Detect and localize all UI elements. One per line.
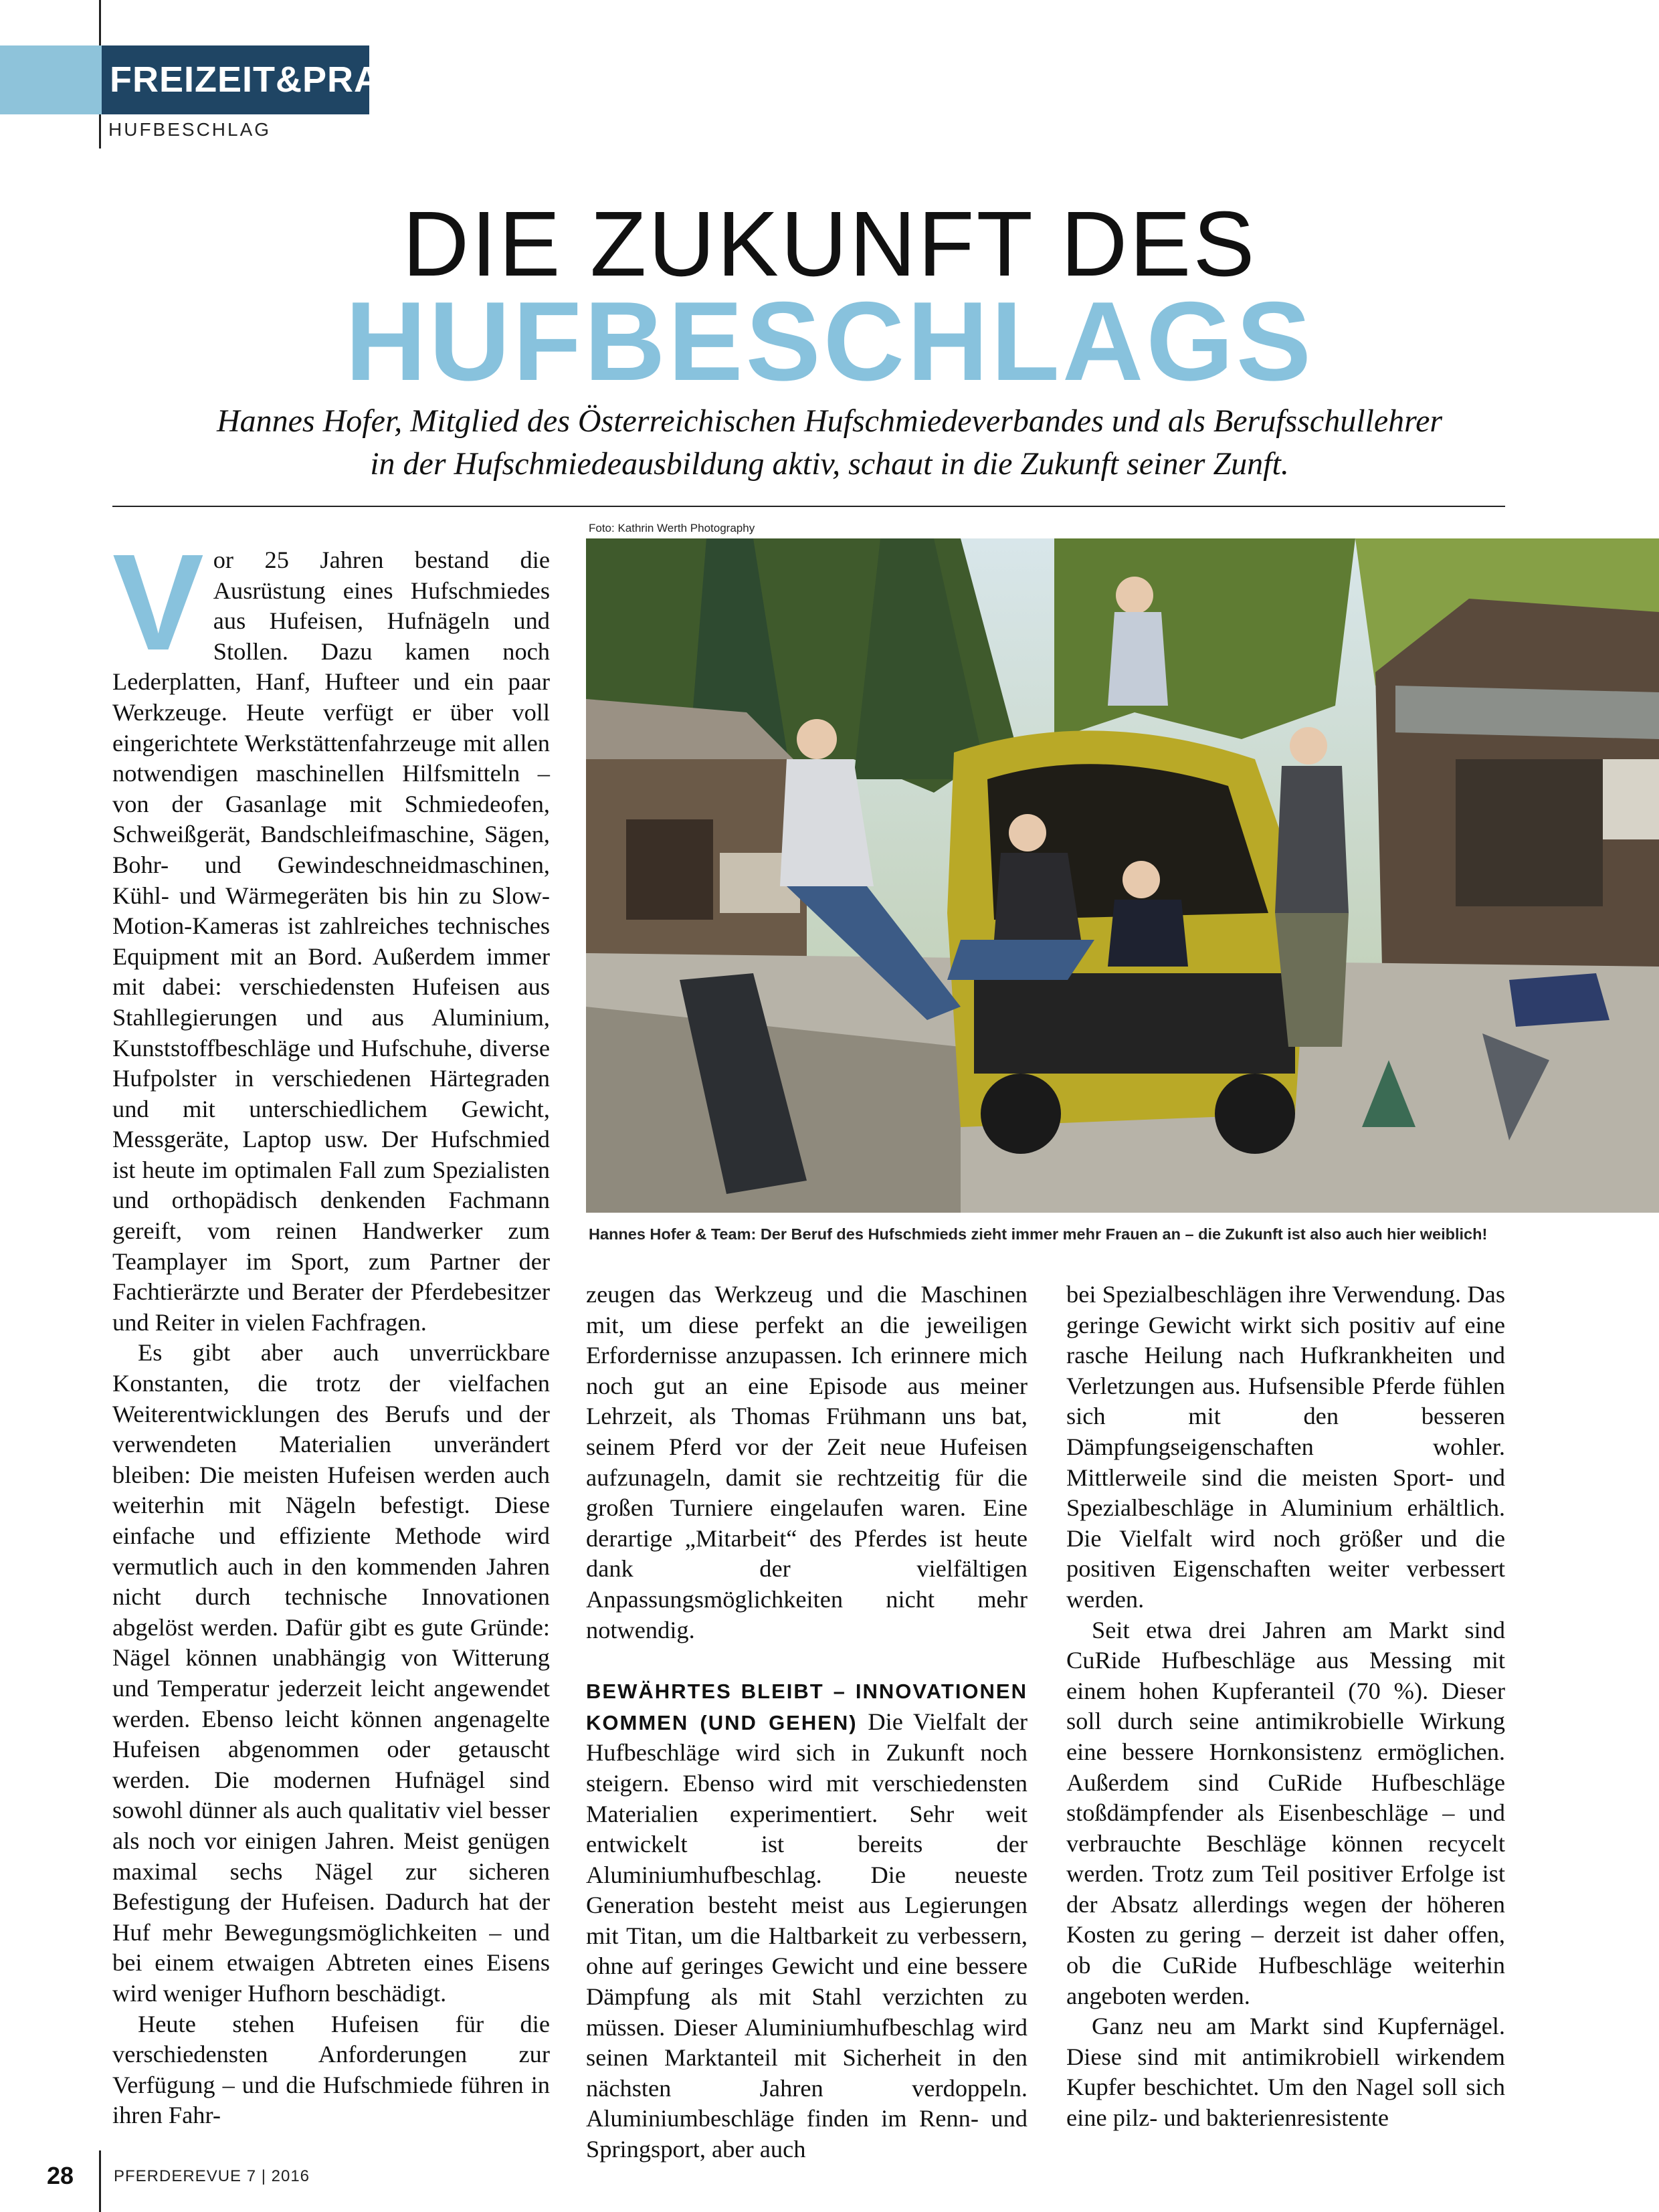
drop-cap: V [112, 526, 204, 679]
paragraph: Es gibt aber auch unverrückbare Konstanten, die trotz der vielfachen Weiterentwicklungen des Berufs und der verwendeten Materialien unverändert bleiben: Die meisten Hufeisen werden auch weiterhin mit Nägeln befestigt. Diese einfache und effiziente Methode wird vermutlich auch in den kommenden Jahren nicht durch technische Innovationen abgelöst werden. Dafür gibt es gute Gründe: Nägel können unabhängig von Witterung und Temperatur jederzeit leicht angewendet werden. Ebenso leicht können angenagelte Hufeisen abgenommen oder getauscht werden. Die modernen Hufnägel sind sowohl dünner als auch qualitativ viel besser als noch vor einigen Jahren. Meist genügen maximal sechs Nägel zur sicheren Befestigung der Hufeisen. Dadurch hat der Huf mehr Bewegungsmöglichkeiten – und bei einem etwaigen Abtreten eines Eisens wird weniger Hufhorn beschädigt. [112, 1339, 550, 2007]
lead-line2: in der Hufschmiedeausbildung aktiv, schaut in die Zukunft seiner Zunft. [370, 446, 1289, 482]
paragraph: zeugen das Werkzeug und die Maschinen mit, um diese perfekt an die jeweiligen Erfordernisse anzupassen. Ich erinnere mich noch gut an eine Episode aus meiner Lehrzeit, als Thomas Frühmann uns bat, seinem Pferd vor der Zeit neue Hufeisen aufzunageln, damit sie rechtzeitig für die großen Turniere eingelaufen waren. Eine derartige „Mitarbeit“ des Pferdes ist heute dank der vielfältigen Anpassungsmöglichkeiten nicht mehr notwendig. [586, 1281, 1028, 1643]
photo-caption: Hannes Hofer & Team: Der Beruf des Hufschmieds zieht immer mehr Frauen an – die Zukunft ist also auch hier weiblich! [589, 1225, 1488, 1243]
paragraph [112, 526, 550, 1338]
paragraph: Ganz neu am Markt sind Kupfernägel. Diese sind mit antimikrobiell wirkendem Kupfer beschichtet. Um den Nagel soll sich eine pilz- und bakterienresistente [1066, 2013, 1505, 2132]
article-column-2 [586, 1280, 1028, 2165]
paragraph: bei Spezialbeschlägen ihre Verwendung. Das geringe Gewicht wirkt sich positiv auf eine rasche Heilung nach Hufkrankheiten und Verletzungen aus. Hufsensible Pferde fühlen sich mit den besseren Dämpfungseigenschaften wohler. Mittlerweile sind die meisten Sport- und Spezialbeschläge in Aluminium erhältlich. Die Vielfalt wird noch größer und die positiven Eigenschaften weiter verbessert werden. [1066, 1281, 1505, 1613]
photo-credit: Foto: Kathrin Werth Photography [589, 522, 755, 534]
paragraph-text: or 25 Jahren bestand die Ausrüstung eines Hufschmiedes aus Hufeisen, Hufnägeln und Stollen. Dazu kamen noch Lederplatten, Hanf, Hufteer und ein paar Werkzeuge. Heute verfügt er über voll eingerichtete Werkstättenfahrzeuge mit allen notwendigen maschinellen Hilfsmitteln – von der Gasanlage mit Schmiedeofen, Schweißgerät, Bandschleifmaschine, Sägen, Bohr- und Gewindeschneidmaschinen, Kühl- und Wärmegeräten bis hin zu Slow-Motion-Kameras ist zahlreiches technisches Equipment mit an Bord. Außerdem immer mit dabei: verschiedensten Hufeisen aus Stahllegierungen und aus Aluminium, Kunststoffbeschläge und Hufschuhe, diverse Hufpolster in verschiedenen Härtegraden und mit unterschiedlichem Gewicht, Messgeräte, Laptop usw. Der Hufschmied ist heute im optimalen Fall zum Spezialisten und orthopädisch denkenden Fachmann gereift, vom reinen Handwerker zum Teamplayer im Sport, zum Partner der Fachtierärzte und Berater der Pferdebesitzer und Reiter in vielen Fachfragen. [112, 546, 550, 1336]
subheading: BEWÄHRTES BLEIBT – INNOVATIONEN KOMMEN (UND GEHEN) [586, 1680, 1028, 1734]
headline-line2: HUFBESCHLAGS [345, 278, 1314, 404]
paragraph: Seit etwa drei Jahren am Markt sind CuRide Hufbeschläge aus Messing mit einem hohen Kupferanteil (70 %). Dieser soll durch seine antimikrobielle Wirkung eine bessere Hornkonsistenz ermöglichen. Außerdem sind CuRide Hufbeschläge stoßdämpfender als Eisenbeschläge – und verbrauchte Beschläge können recycelt werden. Trotz zum Teil positiver Erfolge ist der Absatz allerdings wegen der höheren Kosten zu gering – derzeit ist daher offen, ob die CuRide Hufbeschläge weiterhin angeboten werden. [1066, 1616, 1505, 2009]
team-photo [586, 538, 1659, 1213]
team-photo-illustration [586, 538, 1659, 1213]
page-number: 28 [47, 2162, 74, 2189]
section-label: FREIZEIT&PRAXIS [102, 45, 369, 114]
subsection-label: HUFBESCHLAG [108, 119, 272, 140]
headline-divider [112, 506, 1505, 507]
paragraph: Heute stehen Hufeisen für die verschiedensten Anforderungen zur Verfügung – und die Hufschmiede führen in ihren Fahr- [112, 2010, 550, 2129]
bottom-margin-line [99, 2150, 101, 2212]
paragraph-text: Die Vielfalt der Hufbeschläge wird sich in Zukunft noch steigern. Ebenso wird mit verschiedensten Materialien experimentiert. Sehr weit entwickelt ist bereits der Aluminiumhufbeschlag. Die neueste Generation besteht meist aus Legierungen mit Titan, um die Haltbarkeit zu verbessern, ohne auf geringes Gewicht und eine bessere Dämpfung als mit Stahl verzichten zu müssen. Dieser Aluminiumhufbeschlag wird seinen Marktanteil mit Sicherheit in den nächsten Jahren verdoppeln. Aluminiumbeschläge finden im Renn- und Springsport, aber auch [586, 1708, 1028, 2163]
article-column-1 [112, 526, 550, 2131]
magazine-issue: PFERDEREVUE 7 | 2016 [114, 2167, 310, 2185]
lead-line1: Hannes Hofer, Mitglied des Österreichischen Hufschmiedeverbandes und als Berufsschullehrer [216, 403, 1443, 439]
section-tab-accent [0, 45, 102, 114]
paragraph [586, 1676, 1028, 2165]
headline-line1: DIE ZUKUNFT DES [402, 193, 1257, 296]
article-column-3 [1066, 1280, 1505, 2134]
lead-paragraph [134, 400, 1525, 486]
